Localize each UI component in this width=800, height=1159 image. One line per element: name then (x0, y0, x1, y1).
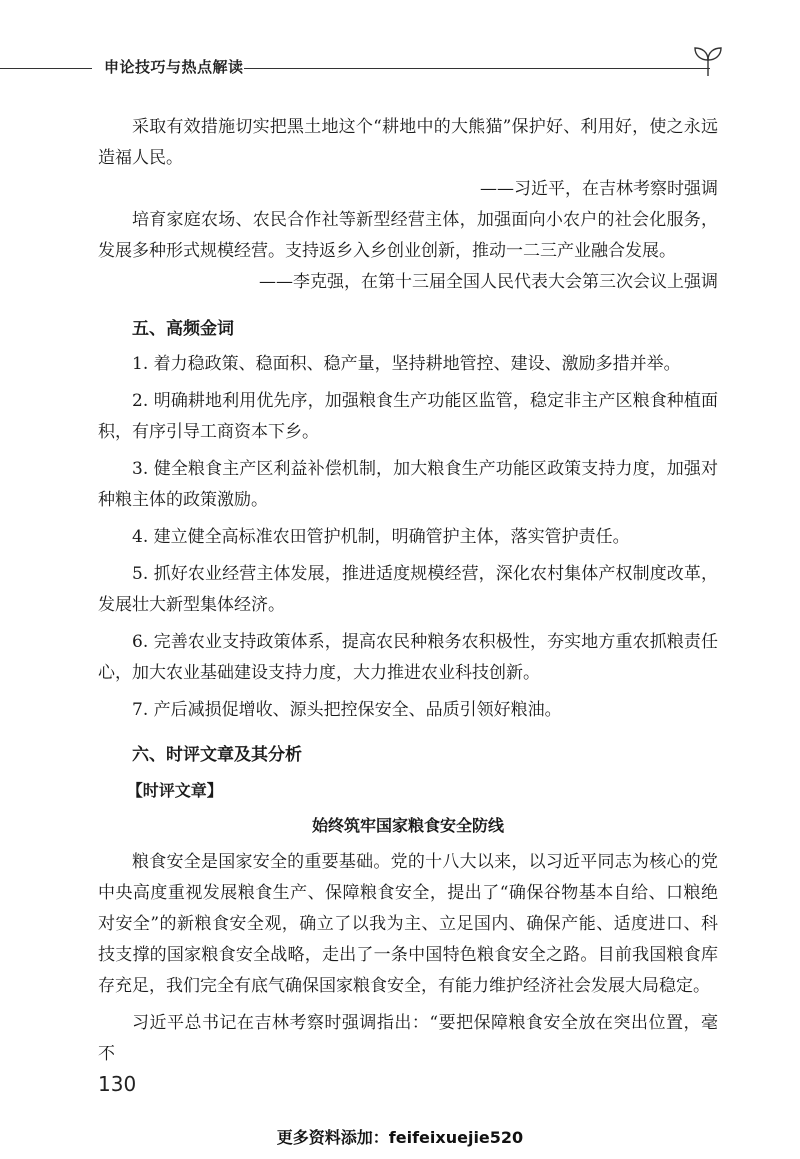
sprout-icon (688, 40, 728, 80)
section-heading-keywords: 五、高频金词 (132, 319, 234, 339)
keyword-item: 1. 着力稳政策、稳面积、稳产量，坚持耕地管控、建设、激励多措并举。 (132, 354, 681, 374)
footer-note: 更多资料添加：feifeixuejie520 (276, 1128, 524, 1147)
section-heading-commentary: 六、时评文章及其分析 (132, 745, 302, 765)
article-title: 始终筑牢国家粮食安全防线 (311, 816, 504, 835)
quote-source: ——李克强，在第十三届全国人民代表大会第三次会议上强调 (259, 272, 718, 292)
keyword-item: 2. 明确耕地利用优先序，加强粮食生产功能区监管，稳定非主产区粮食种植面积，有序引导工商资本下乡。 (98, 391, 718, 442)
page-content (98, 112, 718, 1070)
keyword-item: 7. 产后减损促增收、源头把控保安全、品质引领好粮油。 (132, 700, 562, 720)
quote-text: 培育家庭农场、农民合作社等新型经营主体，加强面向小农户的社会化服务，发展多种形式规模经营。支持返乡入乡创业创新，推动一二三产业融合发展。 (98, 210, 718, 261)
running-header (0, 48, 800, 78)
header-title: 申论技巧与热点解读 (104, 58, 244, 76)
article-paragraph: 习近平总书记在吉林考察时强调指出：“要把保障粮食安全放在突出位置，毫不 (98, 1013, 718, 1064)
keyword-item: 5. 抓好农业经营主体发展，推进适度规模经营，深化农村集体产权制度改革，发展壮大新型集体经济。 (98, 564, 718, 615)
quote-source: ——习近平，在吉林考察时强调 (480, 179, 718, 199)
header-rule-right (244, 68, 710, 69)
keyword-item: 3. 健全粮食主产区利益补偿机制，加大粮食生产功能区政策支持力度，加强对种粮主体的政策激励。 (98, 459, 718, 510)
page-number: 130 (98, 1072, 137, 1096)
keyword-item: 4. 建立健全高标准农田管护机制，明确管护主体，落实管护责任。 (132, 527, 630, 547)
header-rule-left (0, 68, 92, 69)
quote-text: 采取有效措施切实把黑土地这个“耕地中的大熊猫”保护好、利用好，使之永远造福人民。 (98, 117, 718, 168)
article-paragraph: 粮食安全是国家安全的重要基础。党的十八大以来，以习近平同志为核心的党中央高度重视发展粮食生产、保障粮食安全，提出了“确保谷物基本自给、口粮绝对安全”的新粮食安全观，确立了以我为主、立足国内、确保产能、适度进口、科技支撑的国家粮食安全战略，走出了一条中国特色粮食安全之路。目前我国粮食库存充足，我们完全有底气确保国家粮食安全，有能力维护经济社会发展大局稳定。 (98, 852, 718, 996)
keyword-item: 6. 完善农业支持政策体系，提高农民种粮务农积极性，夯实地方重农抓粮责任心，加大农业基础建设支持力度，大力推进农业科技创新。 (98, 632, 718, 683)
article-tag: 【时评文章】 (126, 781, 223, 800)
